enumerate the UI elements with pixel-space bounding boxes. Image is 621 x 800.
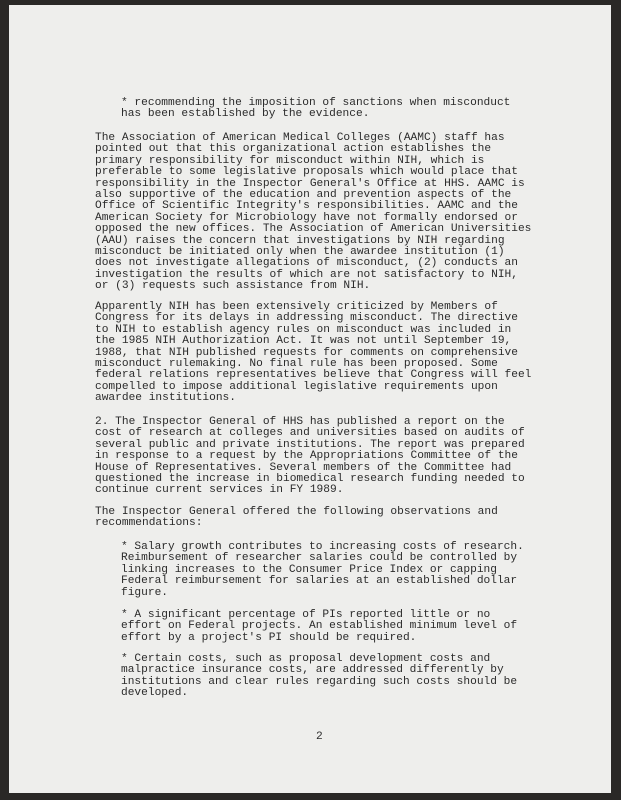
paragraph-observations-intro [95, 507, 498, 530]
text-line: Congress for its delays in addressing misconduct. The directive [95, 312, 518, 325]
text-line: questioned the increase in biomedical research funding needed to [95, 473, 525, 486]
text-line: effort by a project's PI should be required. [121, 631, 417, 644]
text-line: awardee institutions. [95, 392, 236, 405]
text-line: does not investigate allegations of misconduct, (2) conducts an [95, 257, 518, 270]
text-line: to NIH to establish agency rules on misconduct was included in [95, 323, 512, 336]
text-line: American Society for Microbiology have not formally endorsed or [95, 211, 518, 224]
paragraph-nih-criticism [95, 302, 531, 405]
text-line: * recommending the imposition of sanctions when misconduct [121, 97, 511, 109]
bullet-pi-effort [121, 610, 517, 644]
text-line: * A significant percentage of PIs reported little or no [121, 609, 491, 621]
text-line: (AAU) raises the concern that investigations by NIH regarding [95, 234, 505, 247]
text-line: misconduct be initiated only when the awardee institution (1) [95, 246, 505, 259]
text-line: 2. The Inspector General of HHS has published a report on the [95, 416, 505, 428]
text-line: federal relations representatives believe that Congress will feel [95, 369, 532, 382]
text-line: * Salary growth contributes to increasing costs of research. [121, 541, 524, 553]
paragraph-inspector-general-report [95, 417, 525, 497]
text-line: House of Representatives. Several members of the Committee had [95, 461, 512, 474]
text-line: Reimbursement of researcher salaries could be controlled by [121, 552, 518, 565]
paragraph-aamc [95, 133, 531, 293]
text-line: linking increases to the Consumer Price Index or capping [121, 563, 497, 576]
text-line: several public and private institutions. The report was prepared [95, 438, 525, 451]
text-line: responsibility in the Inspector General's Office at HHS. AAMC is [95, 177, 525, 190]
bullet-salary-growth [121, 542, 524, 599]
bullet-certain-costs [121, 654, 517, 700]
text-line: 1988, that NIH published requests for comments on comprehensive [95, 346, 518, 359]
text-line: effort on Federal projects. An established minimum level of [121, 620, 518, 633]
bullet-sanctions [121, 98, 510, 121]
text-line: has been established by the evidence. [121, 108, 370, 121]
text-line: Office of Scientific Integrity's responsibilities. AAMC and the [95, 200, 518, 213]
text-line: also supportive of the education and prevention aspects of the [95, 189, 512, 202]
page-number: 2 [316, 731, 323, 743]
text-line: developed. [121, 687, 189, 700]
text-line: investigation the results of which are not satisfactory to NIH, [95, 268, 518, 281]
text-line: The Association of American Medical Colleges (AAMC) staff has [95, 132, 505, 144]
text-line: preferable to some legislative proposals which would place that [95, 166, 518, 179]
text-line: recommendations: [95, 517, 203, 530]
text-line: the 1985 NIH Authorization Act. It was not until September 19, [95, 335, 512, 348]
text-line: figure. [121, 586, 168, 599]
text-line: Federal reimbursement for salaries at an established dollar [121, 575, 518, 588]
text-line: in response to a request by the Appropriations Committee of the [95, 450, 518, 463]
document-page [9, 5, 611, 793]
text-line: primary responsibility for misconduct within NIH, which is [95, 154, 485, 167]
text-line: institutions and clear rules regarding such costs should be [121, 675, 518, 688]
text-line: cost of research at colleges and universities based on audits of [95, 427, 525, 440]
text-line: or (3) requests such assistance from NIH. [95, 280, 371, 293]
text-line: malpractice insurance costs, are addressed differently by [121, 664, 504, 677]
text-line: continue current services in FY 1989. [95, 484, 344, 497]
text-line: Apparently NIH has been extensively criticized by Members of [95, 301, 498, 313]
text-line: pointed out that this organizational action establishes the [95, 143, 492, 156]
text-line: * Certain costs, such as proposal development costs and [121, 653, 491, 665]
text-line: misconduct rulemaking. No final rule has been proposed. Some [95, 358, 498, 371]
text-line: compelled to impose additional legislative requirements upon [95, 380, 498, 393]
text-line: opposed the new offices. The Association of American Universities [95, 223, 532, 236]
text-line: The Inspector General offered the following observations and [95, 506, 498, 518]
